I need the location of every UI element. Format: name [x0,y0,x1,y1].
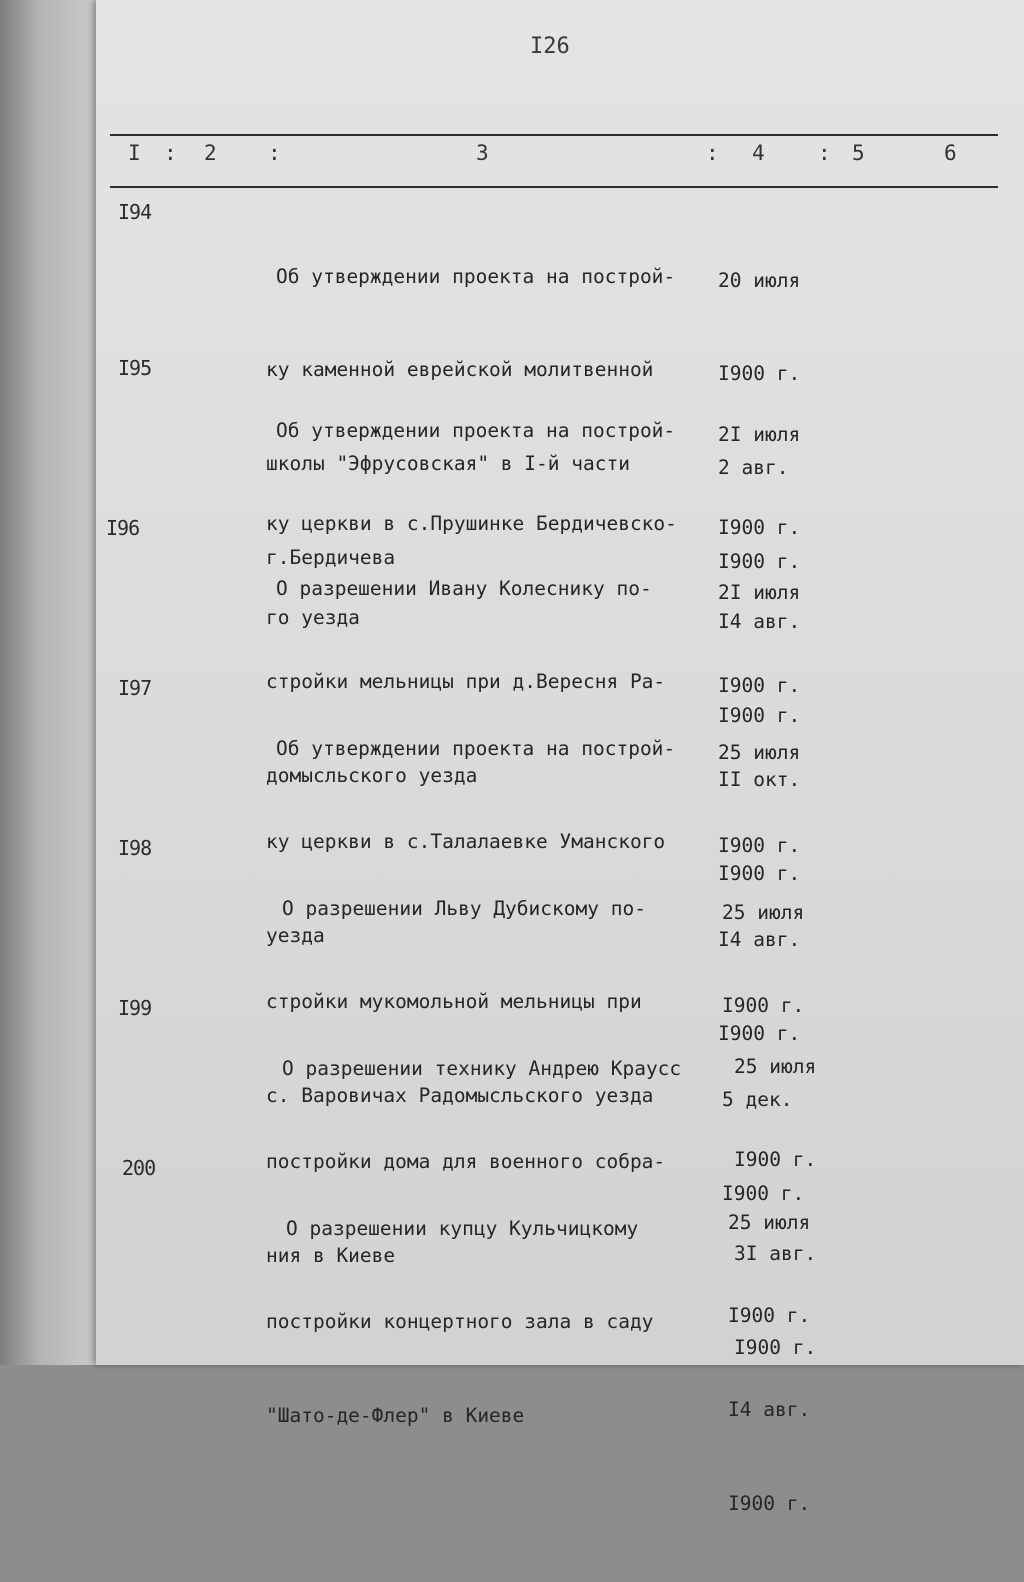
date-line: I900 г. [718,704,801,728]
description-line: постройки концертного зала в саду [266,1310,654,1334]
description-line: Об утверждении проекта на построй- [276,264,676,288]
date-line: 5 дек. [722,1088,793,1112]
description-line: г.Бердичева [266,546,396,570]
date-line: 2I июля [718,422,801,446]
description-line: с. Варовичах Радомысльского уезда [266,1084,654,1108]
table-row [0,1150,1024,1516]
date-line: I900 г. [722,994,805,1018]
header-col-1: I [128,141,141,165]
description-line: постройки дома для военного собра- [266,1150,666,1174]
date-line: I900 г. [728,1492,811,1516]
header-col-4: 4 [752,141,765,165]
date-line: 2 авг. [718,456,789,480]
header-col-2: 2 [204,141,217,165]
header-sep-4: : [818,141,831,165]
description-line: О разрешении Льву Дубискому по- [282,896,646,920]
description-line: ку церкви в с.Прушинке Бердичевско- [266,512,677,536]
description-line: стройки мельницы при д.Вересня Ра- [266,670,666,694]
date-line: 20 июля [718,268,801,292]
date-line: I900 г. [728,1304,811,1328]
description-line: Об утверждении проекта на построй- [276,736,676,760]
description-line: О разрешении технику Андрею Краусс [282,1056,682,1080]
date-line: I900 г. [718,862,801,886]
entry-number: I95 [118,356,152,380]
header-sep-2: : [268,141,281,165]
entry-number: I96 [106,516,140,540]
date-line: I4 авг. [718,610,801,634]
description-line: ния в Киеве [266,1244,396,1268]
date-line: 3I авг. [734,1242,817,1266]
description-line: ку каменной еврейской молитвенной [266,358,654,382]
entry-number: I98 [118,836,152,860]
description-line: домысльского уезда [266,764,478,788]
page-number: I26 [530,34,570,59]
date-line: I900 г. [718,516,801,540]
entry-number: I97 [118,676,152,700]
header-col-3: 3 [476,141,489,165]
header-sep-3: : [706,141,719,165]
date-line: I900 г. [718,834,801,858]
date-line: 25 июля [718,740,801,764]
description-line: О разрешении купцу Кульчицкому [286,1216,639,1240]
date-line: II окт. [718,768,801,792]
date-line: 25 июля [722,900,805,924]
date-line: 25 июля [728,1210,811,1234]
description-line: го уезда [266,606,360,630]
entry-dates [728,1144,838,1582]
date-line: I900 г. [718,674,801,698]
description-line: ку церкви в с.Талалаевке Уманского [266,830,666,854]
description-line: стройки мукомольной мельницы при [266,990,642,1014]
date-line: 2I июля [718,580,801,604]
entry-number: I94 [118,200,152,224]
date-line: I900 г. [718,550,801,574]
description-line: уезда [266,924,325,948]
entry-description [266,1150,726,1494]
description-line: "Шато-де-Флер" в Киеве [266,1404,525,1428]
header-top-rule [110,134,998,136]
entry-number: 200 [122,1156,156,1180]
date-line: I900 г. [734,1148,817,1172]
date-line: I900 г. [718,362,801,386]
date-line: I900 г. [734,1336,817,1360]
entry-number: I99 [118,996,152,1020]
header-col-6: 6 [944,141,957,165]
date-line: I900 г. [722,1182,805,1206]
header-bottom-rule [110,186,998,188]
date-line: I4 авг. [718,928,801,952]
header-col-5: 5 [852,141,865,165]
date-line: I900 г. [718,1022,801,1046]
description-line: О разрешении Ивану Колеснику по- [276,576,652,600]
description-line: школы "Эфрусовская" в I-й части [266,452,630,476]
description-line: Об утверждении проекта на построй- [276,418,676,442]
header-sep-1: : [164,141,177,165]
date-line: 25 июля [734,1054,817,1078]
date-line: I4 авг. [728,1398,811,1422]
